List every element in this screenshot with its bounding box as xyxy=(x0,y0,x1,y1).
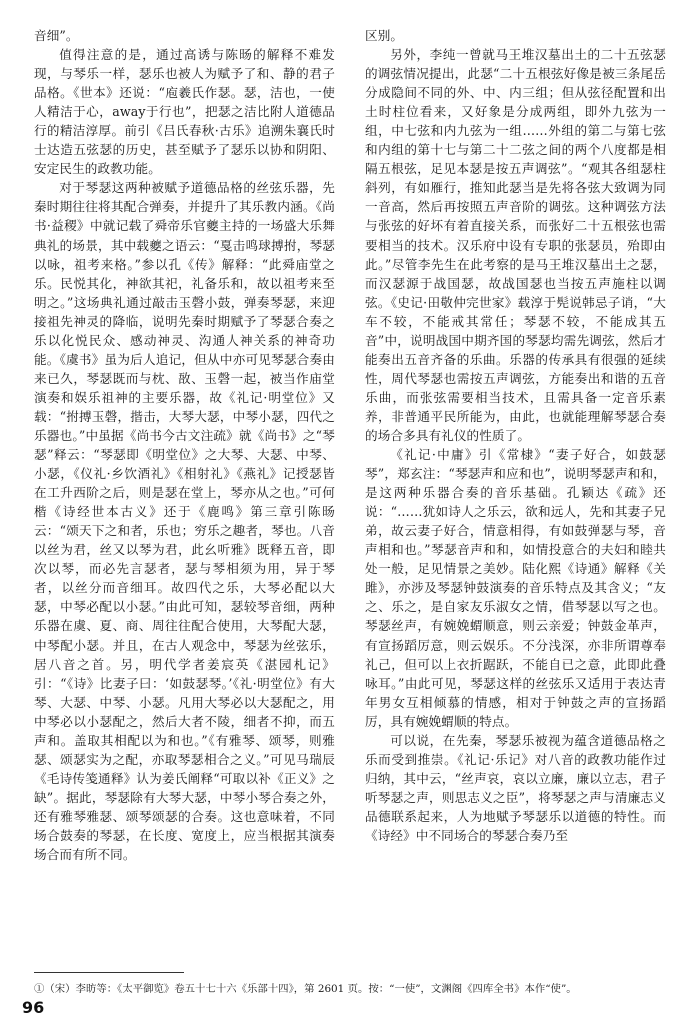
paragraph: 《礼记·中庸》引《常棣》“妻子好合，如鼓瑟琴”，郑玄注：“琴瑟声和应和也”，说明琴瑟声和和，是这两种乐器合奏的音乐基础。孔颖达《疏》还说：“……犹如诗人之乐云，欲和远人，先和其妻子兄弟，故云妻子好合，情意相得，有如鼓弹瑟与琴，音声相和也。”琴瑟音声和和，如情投意合的夫妇和睦共处一般，足见情景之美妙。陆化熙《诗通》解释《关雎》，亦涉及琴瑟钟鼓演奏的音乐特点及其含义；“友之、乐之，是自家友乐淑女之情，借琴瑟以写之也。琴瑟丝声，有婉娩蝟顺意，则云亲爱；钟鼓金革声，有宣扬蹈厉意，则云娱乐。不分浅深，亦非所谓尊奉礼己，但可以上衣折踞跃，不能自已之意，此即此叠咏耳。”由此可见，琴瑟这样的丝弦乐又适用于表达青年男女互相倾慕的情感，相对于钟鼓之声的宣扬蹈厉，具有婉娩蝟顺的特点。 xyxy=(365,447,666,729)
two-column-body xyxy=(34,26,666,956)
footnote-text: ①（宋）李昉等：《太平御览》卷五十七十六《乐部十四》，第 2601 页。按：“一使”，文渊阁《四库全书》本作“使”。 xyxy=(34,983,577,995)
page-number: 96 xyxy=(22,998,45,1017)
paragraph: 对于琴瑟这两种被赋予道德品格的丝弦乐器，先秦时期往往将其配合弹奏，并提升了其乐教内涵。《尚书·益稷》中就记载了舜帝乐官夔主持的一场盛大乐舞典礼的场景，其中载夔之语云：“戛击鸣球搏拊，琴瑟以咏，祖考来格。”参以孔《传》解释：“此舜庙堂之乐。民悦其化，神欲其祀，礼备乐和，故以祖考来至明之。”这场典礼通过敲击玉磬小鼓，弹奏琴瑟，来迎接祖先神灵的降临，说明先秦时期赋予了琴瑟合奏之乐以化悦民众、感动神灵、沟通人神关系的神奇功能。《虞书》虽为后人追记，但从中亦可见琴瑟合奏由来已久，琴瑟既而与枕、敔、玉磬一起，被当作庙堂演奏和娱乐祖神的主要乐器，故《礼记·明堂位》又载：“拊搏玉磬，揩击，大琴大瑟，中琴小瑟，四代之乐器也。”中虽据《尚书今古文注疏》就《尚书》之“琴瑟”释云：“琴瑟即《明堂位》之大琴、大瑟、中琴、小瑟，《仪礼·乡饮酒礼》《相射礼》《燕礼》记授瑟皆在工升西阶之后，则是瑟在堂上，琴亦从之也。”可何楷《诗经世本古义》还于《鹿鸣》第三章引陈旸云：“颂天下之和者，乐也；穷乐之趣者，琴也。八音以丝为君，丝又以琴为君，此幺听雅》既释五音，即次以琴，而必先言瑟者，瑟与琴相须为用，异于琴者，以丝分而音细耳。故四代之乐，大琴必配以大瑟，中琴必配以小瑟。”由此可知，瑟较琴音细，两种乐器在虞、夏、商、周往往配合使用，大琴配大瑟，中琴配小瑟。并且，在古人观念中，琴瑟为丝弦乐，居八音之首。另，明代学者姜宸英《湛园札记》引：“《诗》比妻子曰：‘如鼓瑟琴。’《礼·明堂位》有大琴、大瑟、中琴、小瑟。凡用大琴必以大瑟配之，用中琴必以小瑟配之，然后大者不陵，细者不抑，而五声和。盖取其相配以为和也。”《有雅琴、颂琴，则雅瑟、颂瑟实为之配，亦取琴瑟相合之义。”可见马瑞辰《毛诗传笺通释》认为姜氏阐释“可取以补《正义》之缺”。据此，琴瑟除有大琴大瑟，中琴小琴合奏之外，还有雅琴雅瑟、颂琴颂瑟的合奏。这也意味着，不同场合鼓奏的琴瑟，在长度、宽度上，应当根据其演奏场合而有所不同。 xyxy=(34,180,335,863)
paragraph: 另外，李纯一曾就马王堆汉墓出土的二十五弦瑟的调弦情况提出，此瑟“二十五根弦好像是被三条尾岳分成隐间不同的外、中、内三组；但从弦径配置和出土时柱位看来，又好象是分成两组，即外九弦为一组，中七弦和内九弦为一组……外组的第二与第七弦和内组的第十七与第二十二弦之间的两个八度都是相隔五根弦，足见本瑟是按五声调弦”。“观其各组瑟柱斜列，有如雁行，推知此瑟当是先将各弦大致调为同一音高，然后再按照五声音阶的调弦。这种调弦方法与张弦的好坏有着直接关系，而张好二十五根弦也需要相当的技术。汉乐府中设有专职的张瑟员，殆即由此。”尽管李先生在此考察的是马王堆汉墓出土之瑟，而汉瑟源于战国瑟，故战国瑟也当按五声施柱以调弦。《史记·田敬仲完世家》载淳于髡说韩忌子诮，“大车不较，不能戒其常任；琴瑟不较，不能成其五音”中，说明战国中期齐国的琴瑟均需先调弦，然后才能奏出五音齐备的乐曲。乐器的传承具有很强的延续性，周代琴瑟也需按五声调弦，方能奏出和谐的五音乐曲，而张弦需要相当技术，且需具备一定音乐素养，非普通平民所能为，由此，也就能理解琴瑟合奏的场合多具有礼仪的性质了。 xyxy=(365,47,666,443)
paragraph: 音细”。 xyxy=(34,28,79,43)
left-column xyxy=(34,26,335,956)
paragraph: 区别。 xyxy=(365,28,404,43)
paragraph: 可以说，在先秦，琴瑟乐被视为蕴含道德品格之乐而受到推崇。《礼记·乐记》对八音的政教功能作过归纳，其中云，“丝声哀，哀以立廉，廉以立志，君子听琴瑟之声，则思志义之臣”，将琴瑟之声与清廉志义品德联系起来，人为地赋予琴瑟乐以道德的特性。而《诗经》中不同场合的琴瑟合奏乃至 xyxy=(365,732,666,843)
paragraph: 值得注意的是，通过高诱与陈旸的解释不难发现，与琴乐一样，瑟乐也被人为赋予了和、静的君子品格。《世本》还说：“庖羲氏作瑟。瑟，洁也，一使人精洁于心，away于行也”，把瑟之洁比附人道德品行的精洁淳厚。前引《吕氏春秋·古乐》追溯朱襄氏时士达造五弦瑟的历史，甚至赋予了瑟乐以协和阴阳、安定民生的政教功能。 xyxy=(34,47,335,177)
right-column xyxy=(365,26,666,956)
footnote-separator xyxy=(34,972,184,973)
